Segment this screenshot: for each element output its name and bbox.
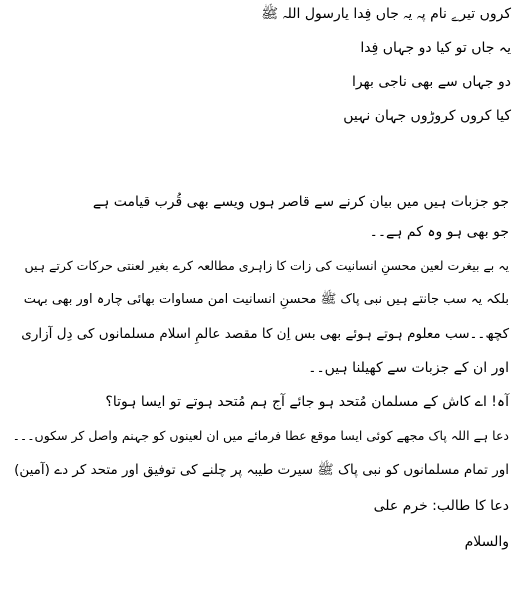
poem-line: دو جہاں سے بھی ناجی بھرا: [351, 74, 511, 90]
poem-line: کیا کروں کروڑوں جہان نہیں: [343, 108, 511, 124]
poem-line: یہ جاں تو کیا دو جہاں فِدا: [360, 40, 511, 56]
poem-line: کروں تیرے نام پہ یہ جاں فِدا یارسول اللہ ﷺ: [261, 6, 511, 22]
body-line: بلکہ یہ سب جانتے ہیں نبی پاک ﷺ محسنِ انسانیت امن مساوات بھائی چارہ اور بھی بہت: [23, 292, 509, 307]
body-line: یہ بے بیغرت لعین محسنِ انسانیت کی زات کا زاہری مطالعہ کرے بغیر لعنتی حرکات کرتے ہیں: [24, 258, 509, 273]
body-line: دعا ہے اللہ پاک مجھے کوئی ایسا موقع عطا فرمائے میں ان لعینوں کو جہنم واصل کر سکوں۔۔۔: [12, 428, 509, 443]
body-line: اور تمام مسلمانوں کو نبی پاک ﷺ سیرت طیبہ پر چلنے کی توفیق اور متحد کر دے (آمین): [14, 462, 509, 478]
closing-line: والسلام: [464, 534, 509, 550]
signature-line: دعا کا طالب: خرم علی: [373, 498, 509, 514]
body-line: کچھ۔۔سب معلوم ہوتے ہوئے بھی بس اِن کا مقصد عالمِ اسلام مسلمانوں کی دِل آزاری: [21, 326, 509, 342]
body-line: جو بھی ہو وہ کم ہے۔۔: [369, 224, 509, 240]
body-line: آہ! اے کاش کے مسلمان مُتحد ہو جائے آج ہم مُتحد ہوتے تو ایسا ہوتا؟: [105, 394, 509, 410]
body-line: جو جزبات ہیں میں بیان کرنے سے قاصر ہوں ویسے بھی قُرب قیامت ہے: [92, 194, 509, 210]
body-line: اور ان کے جزبات سے کھیلنا ہیں۔۔: [308, 360, 509, 376]
